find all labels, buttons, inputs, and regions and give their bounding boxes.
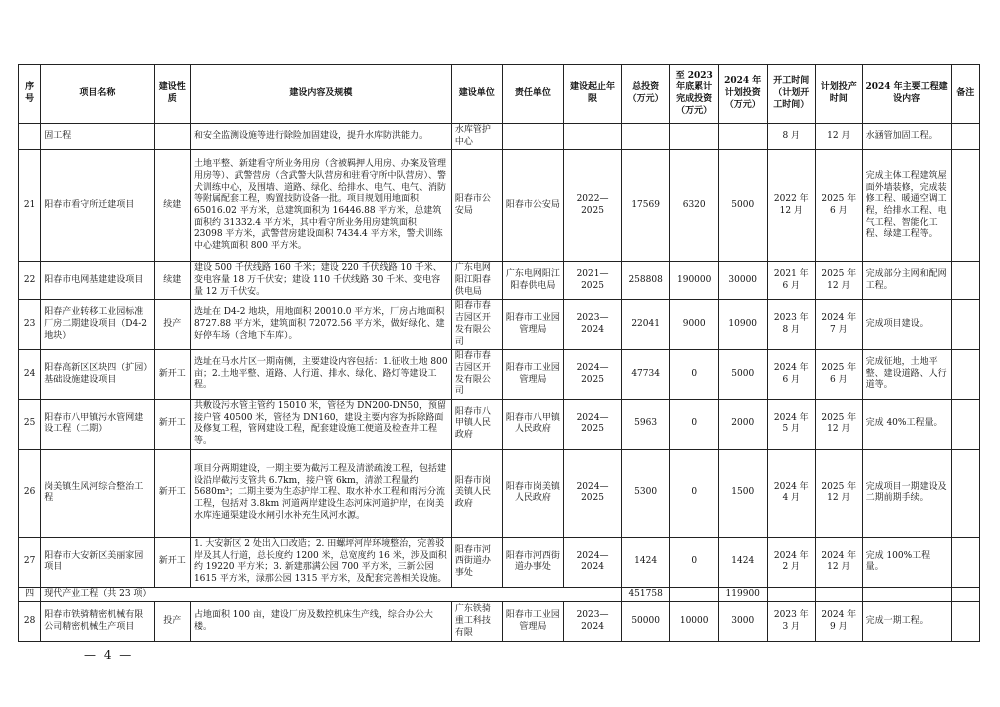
section-remark xyxy=(951,587,979,602)
cell-responsible: 阳春市八甲镇人民政府 xyxy=(502,399,564,449)
cell-remark xyxy=(951,537,979,587)
cell-cumulative: 0 xyxy=(670,537,719,587)
cell-content2024: 完成部分主网和配网工程。 xyxy=(862,262,951,300)
cell-operation: 2025 年 12 月 xyxy=(816,449,863,537)
header-total: 总投资（万元） xyxy=(621,65,670,124)
cell-period: 2024—2025 xyxy=(564,350,622,400)
cell-period: 2023—2024 xyxy=(564,602,622,642)
cell-plan2024: 2000 xyxy=(718,399,767,449)
table-row xyxy=(19,449,980,537)
cell-start: 2024 年 6 月 xyxy=(767,350,816,400)
header-responsible: 责任单位 xyxy=(502,65,564,124)
header-remark: 备注 xyxy=(951,65,979,124)
cell-builder: 广东电网阳江阳春供电局 xyxy=(451,262,502,300)
cell-operation: 2024 年 7 月 xyxy=(816,300,863,350)
cell-nature: 投产 xyxy=(154,602,190,642)
cell-remark xyxy=(951,350,979,400)
cell-operation: 2025 年 6 月 xyxy=(816,150,863,262)
section-plan2024: 119900 xyxy=(718,587,767,602)
cell-responsible: 广东电网阳江阳春供电局 xyxy=(502,262,564,300)
cell-period: 2021—2025 xyxy=(564,262,622,300)
cell-total: 47734 xyxy=(621,350,670,400)
cell-builder: 阳春市河西街道办事处 xyxy=(451,537,502,587)
cell-responsible: 阳春市河西街道办事处 xyxy=(502,537,564,587)
section-content2024 xyxy=(862,587,951,602)
table-row xyxy=(19,300,980,350)
cell-nature: 新开工 xyxy=(154,537,190,587)
table-row xyxy=(19,150,980,262)
cell-total: 1424 xyxy=(621,537,670,587)
cell-content2024: 完成征地，土地平整、建设道路、人行道等。 xyxy=(862,350,951,400)
cell-name: 阳春市八甲镇污水管网建设工程（二期） xyxy=(41,399,154,449)
cell-period: 2023—2024 xyxy=(564,300,622,350)
section-total: 451758 xyxy=(621,587,670,602)
cell-no: 24 xyxy=(19,350,41,400)
cell-no: 28 xyxy=(19,602,41,642)
cell-total: 17569 xyxy=(621,150,670,262)
cell-content: 共敷设污水管主管约 15010 米，管径为 DN200-DN50，预留接户管 40500 米，管径为 DN160，建设主要内容为拆除路面及修复工程，管网建设工程，配套建设施工便道及检查井工程等。 xyxy=(190,399,451,449)
cell-total: 50000 xyxy=(621,602,670,642)
cell-start: 2023 年 8 月 xyxy=(767,300,816,350)
section-title: 现代产业工程（共 23 项） xyxy=(41,587,622,602)
section-operation xyxy=(816,587,863,602)
header-content2024: 2024 年主要工程建设内容 xyxy=(862,65,951,124)
cell-content: 选址在 D4-2 地块，用地面积 20010.0 平方米，厂房占地面积 8727.88 平方米，建筑面积 72072.56 平方米，做好绿化、建好停车场（含地下车库）。 xyxy=(190,300,451,350)
cell-operation: 2025 年 12 月 xyxy=(816,262,863,300)
cell-remark xyxy=(951,150,979,262)
section-row xyxy=(19,587,980,602)
cell-content: 建设 500 千伏线路 160 千米；建设 220 千伏线路 10 千米、变电容量 18 万千伏安；建设 110 千伏线路 30 千米、变电容量 12 万千伏安。 xyxy=(190,262,451,300)
table-row xyxy=(19,399,980,449)
project-table xyxy=(18,64,980,642)
cell-no: 23 xyxy=(19,300,41,350)
cell-content2024: 完成 40%工程量。 xyxy=(862,399,951,449)
cell-builder: 阳春市春吉园区开发有限公司 xyxy=(451,350,502,400)
header-builder: 建设单位 xyxy=(451,65,502,124)
cell-total: 5963 xyxy=(621,399,670,449)
cell-content: 和安全监测设施等进行除险加固建设，提升水库防洪能力。 xyxy=(190,124,451,150)
cell-name: 阳春市电网基建建设项目 xyxy=(41,262,154,300)
cell-start: 2024 年 4 月 xyxy=(767,449,816,537)
header-no: 序号 xyxy=(19,65,41,124)
cell-period: 2024—2024 xyxy=(564,537,622,587)
cell-content2024: 水涵管加固工程。 xyxy=(862,124,951,150)
cell-plan2024: 5000 xyxy=(718,350,767,400)
cell-name: 阳春高新区区块四（扩园）基础设施建设项目 xyxy=(41,350,154,400)
cell-builder: 广东铁骑重工科技有限 xyxy=(451,602,502,642)
cell-period xyxy=(564,124,622,150)
cell-content: 1. 大安新区 2 处出入口改造；2. 田螺坪河岸环境整治，完善驳岸及其人行道，总长度约 1200 米，总宽度约 16 米，涉及面积约 19220 平方米；3. 新建那满公园 700 平方米，三新公园 1615 平方米，渌那公园 1315 平方米，及配套完善相关设施。 xyxy=(190,537,451,587)
cell-cumulative: 0 xyxy=(670,350,719,400)
cell-start: 2021 年 6 月 xyxy=(767,262,816,300)
cell-responsible: 阳春市工业园管理局 xyxy=(502,602,564,642)
cell-remark xyxy=(951,602,979,642)
cell-responsible xyxy=(502,124,564,150)
cell-operation: 12 月 xyxy=(816,124,863,150)
cell-total: 5300 xyxy=(621,449,670,537)
cell-remark xyxy=(951,262,979,300)
cell-start: 2024 年 5 月 xyxy=(767,399,816,449)
cell-builder: 水库管护中心 xyxy=(451,124,502,150)
cell-nature: 新开工 xyxy=(154,350,190,400)
cell-builder: 阳春市公安局 xyxy=(451,150,502,262)
cell-plan2024: 10900 xyxy=(718,300,767,350)
table-row xyxy=(19,537,980,587)
cell-plan2024: 1424 xyxy=(718,537,767,587)
cell-plan2024: 30000 xyxy=(718,262,767,300)
header-operation: 计划投产时间 xyxy=(816,65,863,124)
cell-name: 阳春市大安新区美丽家园项目 xyxy=(41,537,154,587)
header-period: 建设起止年限 xyxy=(564,65,622,124)
header-start: 开工时间（计划开工时间） xyxy=(767,65,816,124)
cell-total: 22041 xyxy=(621,300,670,350)
cell-start: 2022 年 12 月 xyxy=(767,150,816,262)
cell-start: 2023 年 3 月 xyxy=(767,602,816,642)
cell-nature: 续建 xyxy=(154,150,190,262)
header-nature: 建设性质 xyxy=(154,65,190,124)
table-row xyxy=(19,602,980,642)
cell-period: 2024—2025 xyxy=(564,449,622,537)
header-name: 项目名称 xyxy=(41,65,154,124)
cell-cumulative: 190000 xyxy=(670,262,719,300)
header-content: 建设内容及规模 xyxy=(190,65,451,124)
cell-name: 阳春市看守所迁建项目 xyxy=(41,150,154,262)
cell-no: 27 xyxy=(19,537,41,587)
cell-name: 固工程 xyxy=(41,124,154,150)
cell-content: 占地面积 100 亩，建设厂房及数控机床生产线，综合办公大楼。 xyxy=(190,602,451,642)
cell-total: 258808 xyxy=(621,262,670,300)
cell-builder: 阳春市岗美镇人民政府 xyxy=(451,449,502,537)
header-cumulative: 至 2023 年底累计完成投资（万元） xyxy=(670,65,719,124)
cell-content: 项目分两期建设，一期主要为截污工程及清淤疏浚工程，包括建设沿岸截污支管共 6.7km，接户管 6km，清淤工程量约 5680m³；二期主要为生态护岸工程、取水补水工程和雨污分流工程，包括对 3.8km 河道两岸建设生态河床河道护岸，在岗美水库连通渠建设水闸引水补充生风河水源。 xyxy=(190,449,451,537)
cell-builder: 阳春市八甲镇人民政府 xyxy=(451,399,502,449)
cell-remark xyxy=(951,449,979,537)
cell-plan2024: 5000 xyxy=(718,150,767,262)
cell-cumulative: 0 xyxy=(670,449,719,537)
section-start xyxy=(767,587,816,602)
cell-plan2024: 3000 xyxy=(718,602,767,642)
cell-content2024: 完成主体工程建筑屋面外墙装修，完成装修工程、暖通空调工程，给排水工程、电气工程、智能化工程、绿建工程等。 xyxy=(862,150,951,262)
section-no: 四 xyxy=(19,587,41,602)
cell-remark xyxy=(951,300,979,350)
cell-name: 阳春市铁骑精密机械有限公司精密机械生产项目 xyxy=(41,602,154,642)
cell-name: 阳春产业转移工业园标准厂房二期建设项目（D4-2 地块） xyxy=(41,300,154,350)
cell-cumulative: 10000 xyxy=(670,602,719,642)
header-row xyxy=(19,65,980,124)
cell-period: 2024—2025 xyxy=(564,399,622,449)
cell-remark xyxy=(951,124,979,150)
cell-responsible: 阳春市工业园管理局 xyxy=(502,300,564,350)
cell-remark xyxy=(951,399,979,449)
cell-total xyxy=(621,124,670,150)
cell-nature: 续建 xyxy=(154,262,190,300)
table-row xyxy=(19,350,980,400)
cell-plan2024 xyxy=(718,124,767,150)
cell-nature: 投产 xyxy=(154,300,190,350)
cell-content2024: 完成项目建设。 xyxy=(862,300,951,350)
header-plan2024: 2024 年计划投资（万元） xyxy=(718,65,767,124)
cell-start: 2024 年 2 月 xyxy=(767,537,816,587)
cell-period: 2022—2025 xyxy=(564,150,622,262)
cell-no xyxy=(19,124,41,150)
cell-cumulative xyxy=(670,124,719,150)
cell-builder: 阳春市春吉园区开发有限公司 xyxy=(451,300,502,350)
cell-cumulative: 6320 xyxy=(670,150,719,262)
cell-no: 22 xyxy=(19,262,41,300)
page-number: — 4 — xyxy=(84,648,134,662)
cell-plan2024: 1500 xyxy=(718,449,767,537)
cell-operation: 2024 年 9 月 xyxy=(816,602,863,642)
table-body xyxy=(19,124,980,642)
cell-nature: 新开工 xyxy=(154,399,190,449)
table-row xyxy=(19,124,980,150)
cell-content: 选址在马水片区一期南侧，主要建设内容包括：1.征收土地 800 亩；2.土地平整、道路、人行道、排水、绿化、路灯等建设工程。 xyxy=(190,350,451,400)
cell-cumulative: 0 xyxy=(670,399,719,449)
cell-no: 21 xyxy=(19,150,41,262)
cell-operation: 2025 年 6 月 xyxy=(816,350,863,400)
cell-no: 26 xyxy=(19,449,41,537)
cell-start: 8 月 xyxy=(767,124,816,150)
cell-no: 25 xyxy=(19,399,41,449)
cell-content2024: 完成 100%工程量。 xyxy=(862,537,951,587)
cell-content2024: 完成一期工程。 xyxy=(862,602,951,642)
cell-content: 土地平整、新建看守所业务用房（含被羁押人用房、办案及管理用房等）、武警营房（含武警大队营房和驻看守所中队营房）、警犬训练中心，及围墙、道路、绿化、给排水、电气、电气、消防等附属配套工程，购置技防设备一批。项目规划用地面积 65016.02 平方米，总建筑面积为 16446.88 平方米，总建筑面积约 31332.4 平方米，其中看守所业务用房建筑面积 23098 平方米，武警营房建设面积 7434.4 平方米，警犬训练中心建筑面积 800 平方米。 xyxy=(190,150,451,262)
cell-name: 岗美镇生风河综合整治工程 xyxy=(41,449,154,537)
cell-responsible: 阳春市工业园管理局 xyxy=(502,350,564,400)
cell-operation: 2024 年 12 月 xyxy=(816,537,863,587)
cell-nature xyxy=(154,124,190,150)
cell-nature: 新开工 xyxy=(154,449,190,537)
cell-responsible: 阳春市公安局 xyxy=(502,150,564,262)
cell-responsible: 阳春市岗美镇人民政府 xyxy=(502,449,564,537)
cell-cumulative: 9000 xyxy=(670,300,719,350)
table-row xyxy=(19,262,980,300)
section-cumulative xyxy=(670,587,719,602)
cell-operation: 2025 年 12 月 xyxy=(816,399,863,449)
cell-content2024: 完成项目一期建设及二期前期手续。 xyxy=(862,449,951,537)
